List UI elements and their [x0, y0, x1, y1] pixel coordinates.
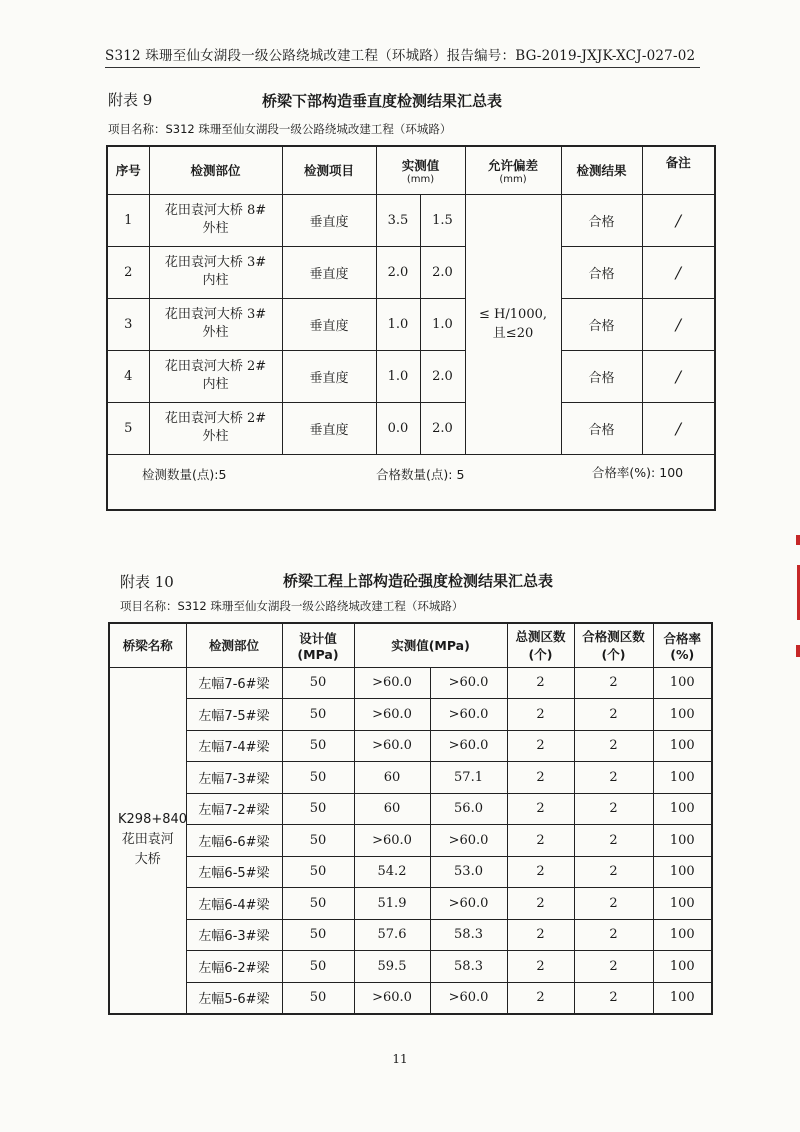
measured-cell-2: 56.0 — [430, 793, 507, 825]
header-bridge: 桥梁名称 — [109, 623, 186, 667]
pass-cell: 2 — [574, 667, 653, 699]
measured-cell-1: 54.2 — [354, 856, 430, 888]
total-cell: 2 — [507, 825, 574, 857]
table-row — [107, 298, 715, 350]
pass-cell: 2 — [574, 856, 653, 888]
part-cell: 左幅7-6#梁 — [186, 667, 282, 699]
table-row — [109, 888, 712, 920]
summary-count: 检测数量(点):5 — [107, 454, 376, 510]
total-cell: 2 — [507, 856, 574, 888]
table-row — [109, 856, 712, 888]
part-cell: 左幅6-2#梁 — [186, 951, 282, 983]
seq-cell: 2 — [107, 246, 149, 298]
header-allow — [465, 146, 561, 194]
table-row — [109, 919, 712, 951]
design-cell: 50 — [282, 982, 354, 1014]
item-cell: 垂直度 — [282, 402, 376, 454]
measured-cell-1: >60.0 — [354, 825, 430, 857]
item-cell: 垂直度 — [282, 350, 376, 402]
part-cell: 花田袁河大桥 8# 外柱 — [149, 194, 282, 246]
measured-cell-2: 57.1 — [430, 762, 507, 794]
pass-cell: 2 — [574, 825, 653, 857]
header-part: 检测部位 — [186, 623, 282, 667]
rate-cell: 100 — [653, 730, 712, 762]
table-row — [109, 699, 712, 731]
rate-cell: 100 — [653, 699, 712, 731]
table10-label: 附表 10 — [120, 573, 174, 591]
measured-cell-2: 1.0 — [420, 298, 465, 350]
report-header: S312 珠珊至仙女湖段一级公路绕城改建工程（环城路）报告编号：BG-2019-JXJK-XCJ-027-02 — [105, 44, 700, 68]
pass-cell: 2 — [574, 730, 653, 762]
header-design: 设计值(MPa) — [282, 623, 354, 667]
design-cell: 50 — [282, 667, 354, 699]
part-cell: 花田袁河大桥 2# 内柱 — [149, 350, 282, 402]
pass-cell: 2 — [574, 699, 653, 731]
rate-cell: 100 — [653, 919, 712, 951]
measured-cell-2: 53.0 — [430, 856, 507, 888]
seq-cell: 5 — [107, 402, 149, 454]
header-pass: 合格测区数(个) — [574, 623, 653, 667]
table10 — [108, 622, 713, 1015]
pass-cell: 2 — [574, 919, 653, 951]
measured-cell-2: >60.0 — [430, 730, 507, 762]
rate-cell: 100 — [653, 888, 712, 920]
measured-cell-2: >60.0 — [430, 667, 507, 699]
header-measured-unit: (mm) — [406, 173, 435, 185]
measured-cell-2: 1.5 — [420, 194, 465, 246]
measured-cell-1: >60.0 — [354, 982, 430, 1014]
header-seq: 序号 — [107, 146, 149, 194]
header-measured: 实测值(MPa) — [354, 623, 507, 667]
total-cell: 2 — [507, 667, 574, 699]
rate-cell: 100 — [653, 982, 712, 1014]
table-row — [109, 762, 712, 794]
design-cell: 50 — [282, 762, 354, 794]
total-cell: 2 — [507, 699, 574, 731]
total-cell: 2 — [507, 982, 574, 1014]
rate-cell: 100 — [653, 793, 712, 825]
measured-cell-1: >60.0 — [354, 699, 430, 731]
header-note: 备注 — [642, 146, 715, 194]
part-cell: 花田袁河大桥 2# 外柱 — [149, 402, 282, 454]
header-part: 检测部位 — [149, 146, 282, 194]
seq-cell: 4 — [107, 350, 149, 402]
table-row — [107, 350, 715, 402]
measured-cell-1: 0.0 — [376, 402, 420, 454]
result-cell: 合格 — [561, 298, 642, 350]
measured-cell-1: >60.0 — [354, 730, 430, 762]
part-cell: 左幅7-3#梁 — [186, 762, 282, 794]
measured-cell-2: >60.0 — [430, 888, 507, 920]
total-cell: 2 — [507, 888, 574, 920]
rate-cell: 100 — [653, 951, 712, 983]
table10-project-name: 项目名称：S312 珠珊至仙女湖段一级公路绕城改建工程（环城路） — [120, 599, 464, 613]
header-measured — [376, 146, 465, 194]
table-row — [109, 730, 712, 762]
table-row — [109, 793, 712, 825]
part-cell: 花田袁河大桥 3# 外柱 — [149, 298, 282, 350]
table-row — [107, 402, 715, 454]
measured-cell-2: 2.0 — [420, 246, 465, 298]
header-item: 检测项目 — [282, 146, 376, 194]
seq-cell: 3 — [107, 298, 149, 350]
pass-cell: 2 — [574, 951, 653, 983]
edge-mark — [796, 645, 800, 657]
table9-label: 附表 9 — [108, 91, 153, 109]
total-cell: 2 — [507, 762, 574, 794]
measured-cell-1: 2.0 — [376, 246, 420, 298]
table9 — [106, 145, 716, 511]
design-cell: 50 — [282, 888, 354, 920]
total-cell: 2 — [507, 793, 574, 825]
measured-cell-2: >60.0 — [430, 982, 507, 1014]
pass-cell: 2 — [574, 793, 653, 825]
part-cell: 左幅7-4#梁 — [186, 730, 282, 762]
measured-cell-2: 2.0 — [420, 402, 465, 454]
measured-cell-2: 2.0 — [420, 350, 465, 402]
table-row — [107, 194, 715, 246]
result-cell: 合格 — [561, 246, 642, 298]
header-measured-label: 实测值 — [401, 157, 440, 173]
result-cell: 合格 — [561, 194, 642, 246]
design-cell: 50 — [282, 825, 354, 857]
table-row — [109, 982, 712, 1014]
measured-cell-2: 58.3 — [430, 951, 507, 983]
note-cell: / — [642, 402, 715, 454]
item-cell: 垂直度 — [282, 246, 376, 298]
measured-cell-1: 1.0 — [376, 350, 420, 402]
seq-cell: 1 — [107, 194, 149, 246]
measured-cell-1: 59.5 — [354, 951, 430, 983]
table9-summary-row — [107, 454, 715, 510]
item-cell: 垂直度 — [282, 194, 376, 246]
measured-cell-1: >60.0 — [354, 667, 430, 699]
header-total: 总测区数(个) — [507, 623, 574, 667]
total-cell: 2 — [507, 951, 574, 983]
measured-cell-1: 60 — [354, 793, 430, 825]
pass-cell: 2 — [574, 762, 653, 794]
result-cell: 合格 — [561, 402, 642, 454]
header-allow-label: 允许偏差 — [488, 157, 539, 173]
total-cell: 2 — [507, 919, 574, 951]
item-cell: 垂直度 — [282, 298, 376, 350]
part-cell: 左幅5-6#梁 — [186, 982, 282, 1014]
part-cell: 左幅6-3#梁 — [186, 919, 282, 951]
summary-pass: 合格数量(点): 5 — [376, 454, 561, 510]
part-cell: 左幅6-5#梁 — [186, 856, 282, 888]
header-rate: 合格率(%) — [653, 623, 712, 667]
table10-header-row — [109, 623, 712, 667]
design-cell: 50 — [282, 730, 354, 762]
table9-header-row — [107, 146, 715, 194]
measured-cell-1: 1.0 — [376, 298, 420, 350]
part-cell: 左幅7-2#梁 — [186, 793, 282, 825]
measured-cell-1: 51.9 — [354, 888, 430, 920]
edge-mark — [796, 535, 800, 545]
page-number: 11 — [392, 1052, 408, 1066]
rate-cell: 100 — [653, 825, 712, 857]
note-cell: / — [642, 350, 715, 402]
pass-cell: 2 — [574, 982, 653, 1014]
header-allow-unit: (mm) — [499, 173, 527, 185]
table-row — [107, 246, 715, 298]
measured-cell-2: 58.3 — [430, 919, 507, 951]
measured-cell-2: >60.0 — [430, 699, 507, 731]
part-cell: 左幅7-5#梁 — [186, 699, 282, 731]
design-cell: 50 — [282, 856, 354, 888]
part-cell: 左幅6-4#梁 — [186, 888, 282, 920]
rate-cell: 100 — [653, 762, 712, 794]
measured-cell-2: >60.0 — [430, 825, 507, 857]
note-cell: / — [642, 194, 715, 246]
design-cell: 50 — [282, 699, 354, 731]
table-row — [109, 667, 712, 699]
measured-cell-1: 57.6 — [354, 919, 430, 951]
table-row — [109, 825, 712, 857]
note-cell: / — [642, 246, 715, 298]
summary-rate: 合格率(%): 100 — [561, 454, 715, 510]
bridge-name-cell: K298+840 花田袁河大桥 — [109, 667, 186, 1014]
result-cell: 合格 — [561, 350, 642, 402]
part-cell: 花田袁河大桥 3# 内柱 — [149, 246, 282, 298]
measured-cell-1: 3.5 — [376, 194, 420, 246]
measured-cell-1: 60 — [354, 762, 430, 794]
rate-cell: 100 — [653, 856, 712, 888]
table9-title: 桥梁下部构造垂直度检测结果汇总表 — [262, 92, 503, 110]
design-cell: 50 — [282, 919, 354, 951]
rate-cell: 100 — [653, 667, 712, 699]
table-row — [109, 951, 712, 983]
note-cell: / — [642, 298, 715, 350]
design-cell: 50 — [282, 951, 354, 983]
pass-cell: 2 — [574, 888, 653, 920]
table9-project-name: 项目名称：S312 珠珊至仙女湖段一级公路绕城改建工程（环城路） — [108, 122, 452, 136]
part-cell: 左幅6-6#梁 — [186, 825, 282, 857]
allowed-deviation-cell: ≤ H/1000, 且≤20 — [465, 194, 561, 454]
design-cell: 50 — [282, 793, 354, 825]
total-cell: 2 — [507, 730, 574, 762]
header-result: 检测结果 — [561, 146, 642, 194]
table10-title: 桥梁工程上部构造砼强度检测结果汇总表 — [283, 572, 554, 590]
